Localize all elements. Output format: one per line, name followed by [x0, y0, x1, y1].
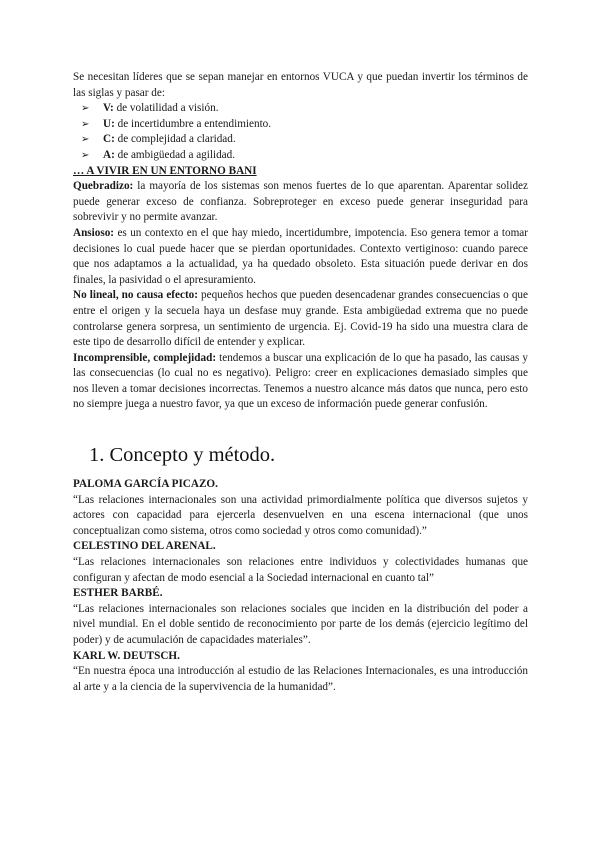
- vuca-letter: A:: [103, 148, 115, 161]
- quote-author: CELESTINO DEL ARENAL.: [73, 540, 216, 553]
- bani-text: es un contexto en el que hay miedo, incertidumbre, impotencia. Eso genera temor a tomar decisiones lo cual puede hacer que se pierdan oportunidades. Contexto vertiginoso: cuando parece que nos adaptamos a la actualidad, ya ha quedado obsoleto. Esta situación puede derivar en dos finales, la pasividad o el apresuramiento.: [73, 226, 528, 286]
- vuca-text: de complejidad a claridad.: [114, 133, 236, 146]
- quote-text: “Las relaciones internacionales son relaciones sociales que inciden en la distribución del poder a nivel mundial. En el doble sentido de reconocimiento por parte de los demás (ejercicio legítimo del poder) y de acumulación de capacidades materiales”.: [73, 602, 528, 646]
- vuca-text: de volatilidad a visión.: [113, 102, 219, 115]
- arrow-bullet-icon: ➢: [81, 103, 90, 115]
- quote-author: PALOMA GARCÍA PICAZO.: [73, 478, 218, 491]
- bani-paragraph: [73, 226, 528, 288]
- bani-text: pequeños hechos que pueden desencadenar grandes consecuencias o que entre el origen y la secuela haya un desfase muy grande. Esta ambigüedad extrema que no puede controlarse genera sorpresa, un sentimiento de urgencia. Ej. Covid-19 ha sido una muestra clara de este tipo de desarrollo difícil de entender y explicar.: [73, 289, 528, 349]
- bani-term: Quebradizo:: [73, 180, 134, 193]
- quote-text: “Las relaciones internacionales son relaciones entre individuos y colectividades humanas que configuran y afectan de modo esencial a la Sociedad internacional en cuanto tal”: [73, 556, 528, 584]
- vuca-letter: V:: [103, 102, 114, 115]
- vuca-text: de ambigüedad a agilidad.: [114, 148, 236, 161]
- list-item: [81, 132, 528, 148]
- section-title: 1. Concepto y método.: [89, 444, 276, 467]
- bani-text: la mayoría de los sistemas son menos fuertes de lo que aparentan. Aparentar solidez puede generar exceso de confianza. Sobreproteger en exceso puede generar inseguridad para sobrevivir y no permite avanzar.: [73, 180, 528, 224]
- bani-term: No lineal, no causa efecto:: [73, 289, 198, 302]
- vuca-letter: C:: [103, 133, 115, 146]
- bani-paragraph: [73, 288, 528, 350]
- bani-paragraph: [73, 351, 528, 413]
- list-item: [81, 148, 528, 164]
- quote-author: KARL W. DEUTSCH.: [73, 649, 180, 662]
- quote-author: ESTHER BARBÉ.: [73, 587, 163, 600]
- bani-heading: … A VIVIR EN UN ENTORNO BANI: [73, 164, 257, 177]
- bani-text: tendemos a buscar una explicación de lo que ha pasado, las causas y las consecuencias (lo cual no es negativo). Peligro: creer en explicaciones demasiado simples que nos lleven a tomar decisiones incorrectas. Tenemos a nuestro alcance más datos que nunca, pero esto no siempre juega a nuestro favor, ya que un exceso de información puede generar confusión.: [73, 351, 529, 411]
- bani-term: Incomprensible, complejidad:: [73, 351, 217, 364]
- vuca-list: [73, 101, 528, 163]
- document-page: [73, 70, 528, 695]
- quote-text: “En nuestra época una introducción al estudio de las Relaciones Internacionales, es una introducción al arte y a la ciencia de la supervivencia de la humanidad”.: [73, 665, 528, 693]
- bani-term: Ansioso:: [73, 226, 115, 239]
- arrow-bullet-icon: ➢: [81, 118, 90, 130]
- list-item: [81, 101, 528, 117]
- bani-paragraph: [73, 179, 528, 226]
- arrow-bullet-icon: ➢: [81, 134, 90, 146]
- vuca-text: de incertidumbre a entendimiento.: [114, 117, 272, 130]
- list-item: [81, 117, 528, 133]
- intro-paragraph: Se necesitan líderes que se sepan manejar en entornos VUCA y que puedan invertir los términos de las siglas y pasar de:: [73, 71, 528, 99]
- vuca-letter: U:: [103, 117, 115, 130]
- arrow-bullet-icon: ➢: [81, 149, 90, 161]
- quote-text: “Las relaciones internacionales son una actividad primordialmente política que diversos sujetos y actores con capacidad para ejercerla desenvuelven en una escena internacional (que unos conceptualizan como sistema, otros como sociedad y otros como comunidad).”: [73, 493, 528, 537]
